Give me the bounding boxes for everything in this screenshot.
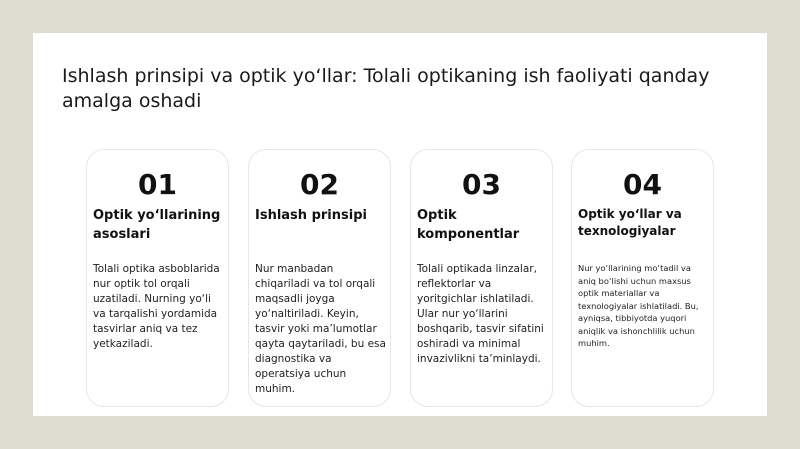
card-body: Nur yo‘llarining mo‘tadil va aniq bo‘lishi uchun maxsus optik materiallar va texnologiyalar ishlatiladi. Bu, ayniqsa, tibbiyotda yuqori aniqlik va ishonchlilik uchun muhim. [578,263,699,348]
card-2 [248,149,391,407]
card-number: 01 [138,168,177,201]
card-body: Tolali optikada linzalar, reflektorlar va yoritgichlar ishlatiladi. Ular nur yo‘llarini boshqarib, tasvir sifatini oshiradi va minimal invazivlikni ta’minlaydi. [417,263,544,365]
card-3 [410,149,553,407]
card-body: Tolali optika asboblarida nur optik tol orqali uzatiladi. Nurning yo‘li va tarqalishi yordamida tasvirlar aniq va tez yetkaziladi. [93,263,220,350]
card-number: 03 [462,168,501,201]
card-body: Nur manbadan chiqariladi va tol orqali maqsadli joyga yo‘naltiriladi. Keyin, tasvir yoki ma’lumotlar qayta qaytariladi, bu esa diagnostika va operatsiya uchun muhim. [255,263,386,395]
card-number: 04 [623,168,662,201]
card-heading: Optik yo‘llarining asoslari [93,208,221,242]
card-1 [86,149,229,407]
card-heading: Ishlash prinsipi [255,208,367,223]
card-heading: Optik yo‘llar va texnologiyalar [578,207,682,238]
card-4 [571,149,714,407]
slide [33,33,767,416]
slide-title: Ishlash prinsipi va optik yo‘llar: Tolali optikaning ish faoliyati qanday amalga oshadi [62,65,710,112]
card-heading: Optik komponentlar [417,208,520,242]
card-number: 02 [300,168,339,201]
